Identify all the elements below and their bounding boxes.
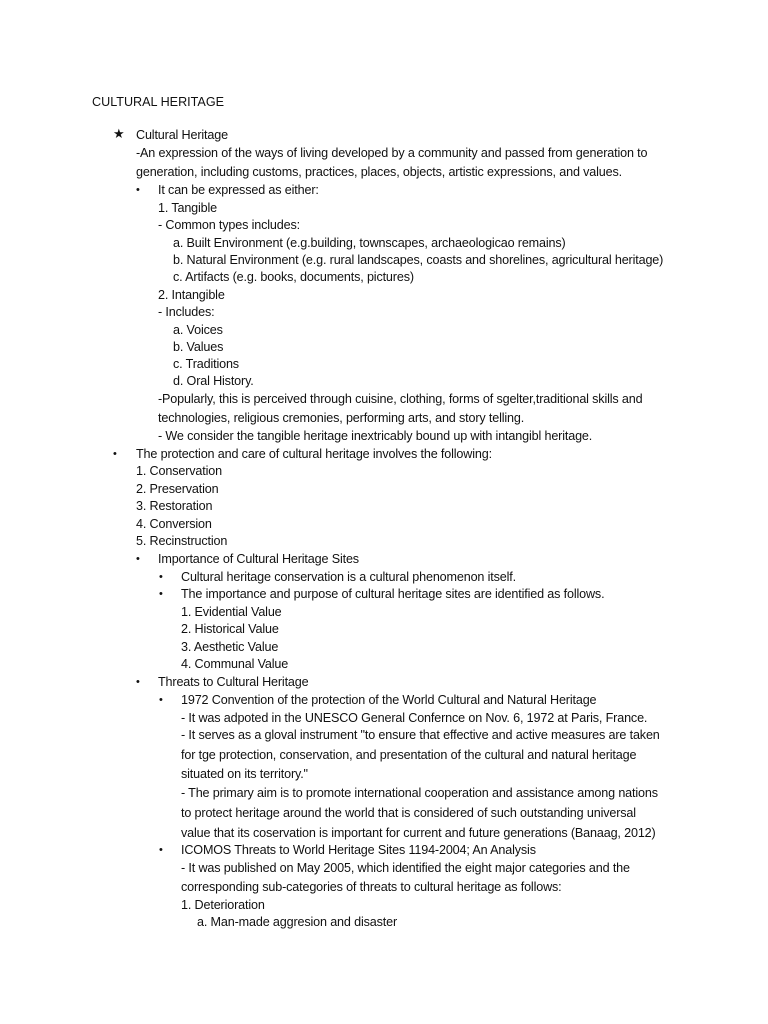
list-item: 1. Deterioration [181, 898, 265, 912]
bullet-icon: • [113, 448, 117, 460]
list-item: - Common types includes: [158, 218, 300, 232]
paragraph-line: - It serves as a gloval instrument "to ensure that effective and active measures are taken [181, 728, 660, 742]
bullet-icon: • [159, 571, 163, 583]
bullet-icon: • [159, 844, 163, 856]
paragraph-line: -Popularly, this is perceived through cuisine, clothing, forms of sgelter,traditional skills and [158, 392, 643, 406]
list-item: 3. Aesthetic Value [181, 640, 279, 654]
list-item: 1. Conservation [136, 464, 222, 478]
list-item: 3. Restoration [136, 499, 213, 513]
bullet-icon: • [136, 553, 140, 565]
definition-line-1: -An expression of the ways of living developed by a community and passed from generation to [136, 146, 648, 160]
star-bullet-icon: ★ [113, 126, 125, 141]
list-item: 4. Conversion [136, 517, 212, 531]
bullet-icon: • [136, 184, 140, 196]
list-item: c. Artifacts (e.g. books, documents, pictures) [173, 270, 414, 284]
list-item: c. Traditions [173, 357, 239, 371]
bullet-icon: • [136, 676, 140, 688]
list-item: 2. Historical Value [181, 622, 279, 636]
list-item: 1. Evidential Value [181, 605, 282, 619]
list-item: a. Man-made aggresion and disaster [197, 915, 398, 929]
list-item: It can be expressed as either: [158, 183, 319, 197]
list-item: The importance and purpose of cultural heritage sites are identified as follows. [181, 587, 605, 601]
list-item: 4. Communal Value [181, 657, 289, 671]
list-item: a. Built Environment (e.g.building, townscapes, archaeologicao remains) [173, 236, 566, 250]
list-item: b. Values [173, 340, 224, 354]
list-item: ICOMOS Threats to World Heritage Sites 1194-2004; An Analysis [181, 843, 536, 857]
paragraph-line: corresponding sub-categories of threats to cultural heritage as follows: [181, 880, 562, 894]
paragraph-line: - The primary aim is to promote international cooperation and assistance among nations [181, 786, 658, 800]
paragraph-line: - We consider the tangible heritage inextricably bound up with intangibl heritage. [158, 429, 593, 443]
paragraph-line: technologies, religious cremonies, performing arts, and story telling. [158, 411, 525, 425]
paragraph-line: - It was published on May 2005, which identified the eight major categories and the [181, 861, 630, 875]
list-item: - Includes: [158, 305, 215, 319]
section-heading-cultural-heritage: Cultural Heritage [136, 128, 228, 142]
list-item: b. Natural Environment (e.g. rural landscapes, coasts and shorelines, agricultural heritage) [173, 253, 664, 267]
paragraph-line: for tge protection, conservation, and presentation of the cultural and natural heritage [181, 748, 637, 762]
list-item: 5. Recinstruction [136, 534, 228, 548]
subsection-heading-threats: Threats to Cultural Heritage [158, 675, 309, 689]
bullet-icon: • [159, 588, 163, 600]
subsection-heading-importance: Importance of Cultural Heritage Sites [158, 552, 359, 566]
paragraph-line: to protect heritage around the world that is considered of such outstanding universal [181, 806, 636, 820]
list-item: d. Oral History. [173, 374, 254, 388]
paragraph-line: situated on its territory." [181, 767, 308, 781]
list-item: 1972 Convention of the protection of the World Cultural and Natural Heritage [181, 693, 597, 707]
bullet-icon: • [159, 694, 163, 706]
definition-line-2: generation, including customs, practices, places, objects, artistic expressions, and values. [136, 165, 623, 179]
list-item: 2. Intangible [158, 288, 225, 302]
list-item: Cultural heritage conservation is a cultural phenomenon itself. [181, 570, 516, 584]
page-title: CULTURAL HERITAGE [92, 95, 225, 109]
list-item: a. Voices [173, 323, 223, 337]
list-item: 1. Tangible [158, 201, 218, 215]
section-heading-protection: The protection and care of cultural heritage involves the following: [136, 447, 492, 461]
paragraph-line: - It was adpoted in the UNESCO General Confernce on Nov. 6, 1972 at Paris, France. [181, 711, 648, 725]
list-item: 2. Preservation [136, 482, 219, 496]
paragraph-line: value that its coservation is important for current and future generations (Banaag, 2012) [181, 826, 656, 840]
